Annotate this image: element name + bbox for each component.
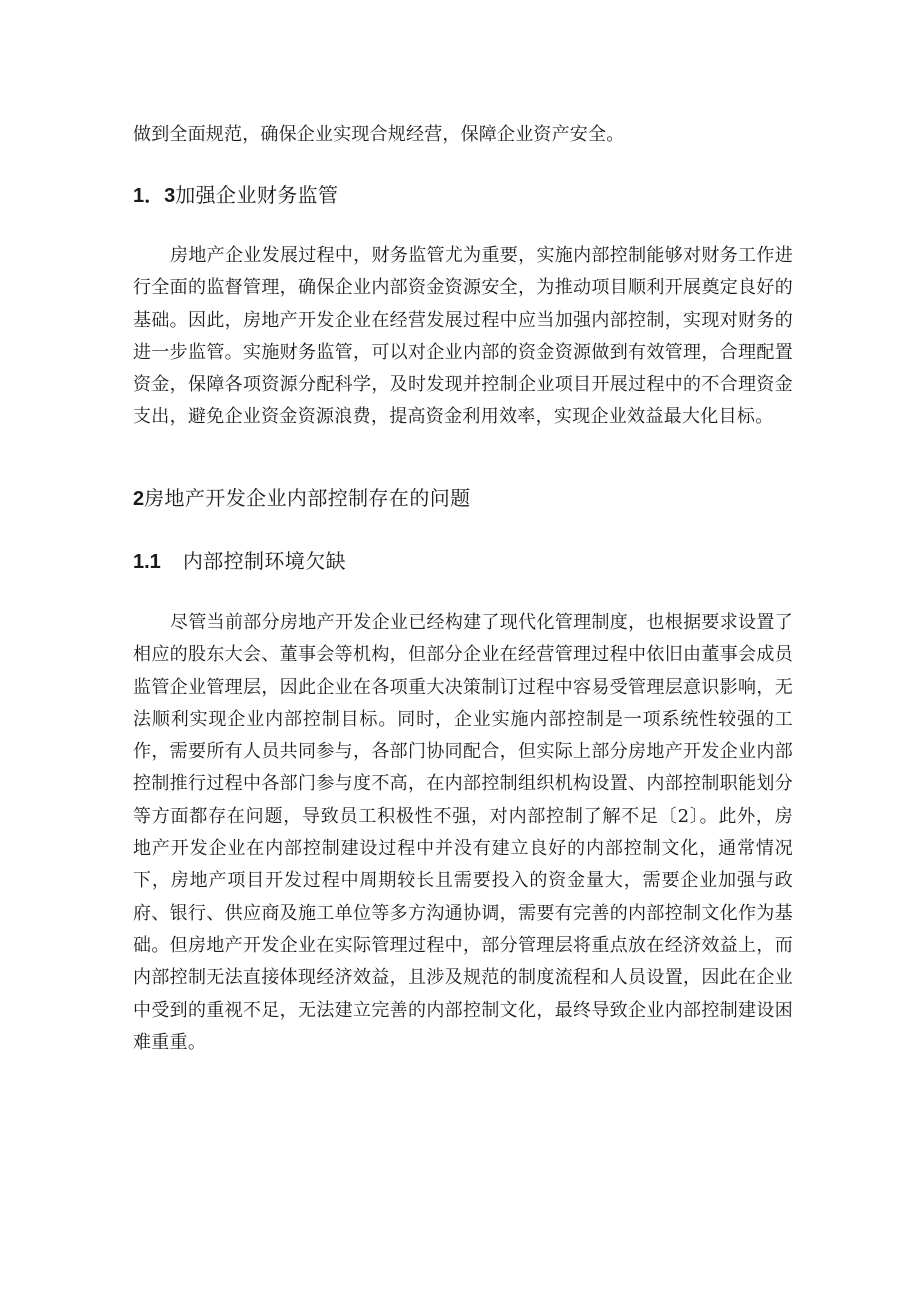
section-title: 内部控制环境欠缺: [182, 549, 347, 573]
section-title: 加强企业财务监管: [175, 183, 339, 207]
section-1-3-paragraph: 房地产企业发展过程中，财务监管尤为重要，实施内部控制能够对财务工作进行全面的监督管理，确保企业内部资金资源安全，为推动项目顺利开展奠定良好的基础。因此，房地产开发企业在经营发展过程中应当加强内部控制，实现对财务的进一步监管。实施财务监管，可以对企业内部的资金资源做到有效管理，合理配置资金，保障各项资源分配科学，及时发现并控制企业项目开展过程中的不合理资金支出，避免企业资金资源浪费，提高资金利用效率，实现企业效益最大化目标。: [133, 245, 793, 428]
section-number: 2: [133, 488, 145, 510]
section-number: 1．3: [133, 185, 176, 207]
continuation-line: 做到全面规范，确保企业实现合规经营，保障企业资产安全。: [133, 124, 625, 145]
section-heading-2: [133, 484, 471, 513]
section-title: 房地产开发企业内部控制存在的问题: [144, 486, 471, 510]
section-heading-1-1: [133, 547, 346, 576]
section-1-1-paragraph: 尽管当前部分房地产开发企业已经构建了现代化管理制度，也根据要求设置了相应的股东大会、董事会等机构，但部分企业在经营管理过程中依旧由董事会成员监管企业管理层，因此企业在各项重大决策制订过程中容易受管理层意识影响，无法顺利实现企业内部控制目标。同时，企业实施内部控制是一项系统性较强的工作，需要所有人员共同参与，各部门协同配合，但实际上部分房地产开发企业内部控制推行过程中各部门参与度不高，在内部控制组织机构设置、内部控制职能划分等方面都存在问题，导致员工积极性不强，对内部控制了解不足〔2〕。此外，房地产开发企业在内部控制建设过程中并没有建立良好的内部控制文化，通常情况下，房地产项目开发过程中周期较长且需要投入的资金量大，需要企业加强与政府、银行、供应商及施工单位等多方沟通协调，需要有完善的内部控制文化作为基础。但房地产开发企业在实际管理过程中，部分管理层将重点放在经济效益上，而内部控制无法直接体现经济效益，且涉及规范的制度流程和人员设置，因此在企业中受到的重视不足，无法建立完善的内部控制文化，最终导致企业内部控制建设困难重重。: [133, 612, 793, 1053]
section-heading-1-3: [133, 181, 338, 210]
section-number: 1.1: [133, 551, 161, 573]
